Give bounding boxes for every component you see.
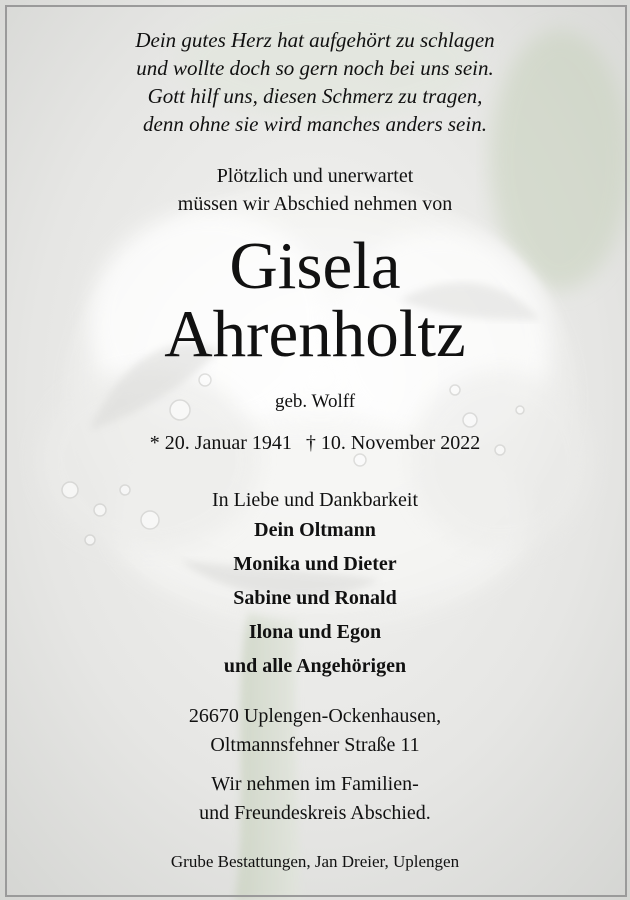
life-dates [0,429,630,457]
undertaker-credit: Grube Bestattungen, Jan Dreier, Uplengen [170,852,460,871]
birth-name: geb. Wolff [274,391,356,412]
address-line: 26670 Uplengen-Ockenhausen, [188,705,442,727]
poem-line: denn ohne sie wird manches anders sein. [143,112,487,136]
mourner-entry: Dein Oltmann [254,519,376,541]
poem-line: Dein gutes Herz hat aufgehört zu schlagen [135,28,495,52]
mourner-entry: und alle Angehörigen [223,655,407,677]
memorial-poem [0,26,630,138]
poem-line: und wollte doch so gern noch bei uns sein. [136,56,494,80]
mourner-entry: Ilona und Egon [248,621,382,643]
farewell-note [0,770,630,828]
intro-line: müssen wir Abschied nehmen von [177,193,453,215]
mourner-entry: Sabine und Ronald [233,587,397,609]
mourners-list [0,487,630,683]
mourner-entry: Monika und Dieter [233,553,397,575]
intro-text [0,162,630,218]
death-date: † 10. November 2022 [305,432,481,454]
deceased-last-name: Ahrenholtz [164,297,466,371]
poem-line: Gott hilf uns, diesen Schmerz zu tragen, [147,84,483,108]
farewell-line: Wir nehmen im Familien- [211,773,419,795]
deceased-name [0,229,630,371]
address-line: Oltmannsfehner Straße 11 [210,734,420,756]
intro-line: Plötzlich und unerwartet [216,165,414,187]
family-address [0,702,630,760]
deceased-first-name: Gisela [229,229,401,303]
farewell-line: und Freundeskreis Abschied. [199,802,431,824]
mourners-lead: In Liebe und Dankbarkeit [211,489,419,511]
birth-date: * 20. Januar 1941 [149,432,292,454]
